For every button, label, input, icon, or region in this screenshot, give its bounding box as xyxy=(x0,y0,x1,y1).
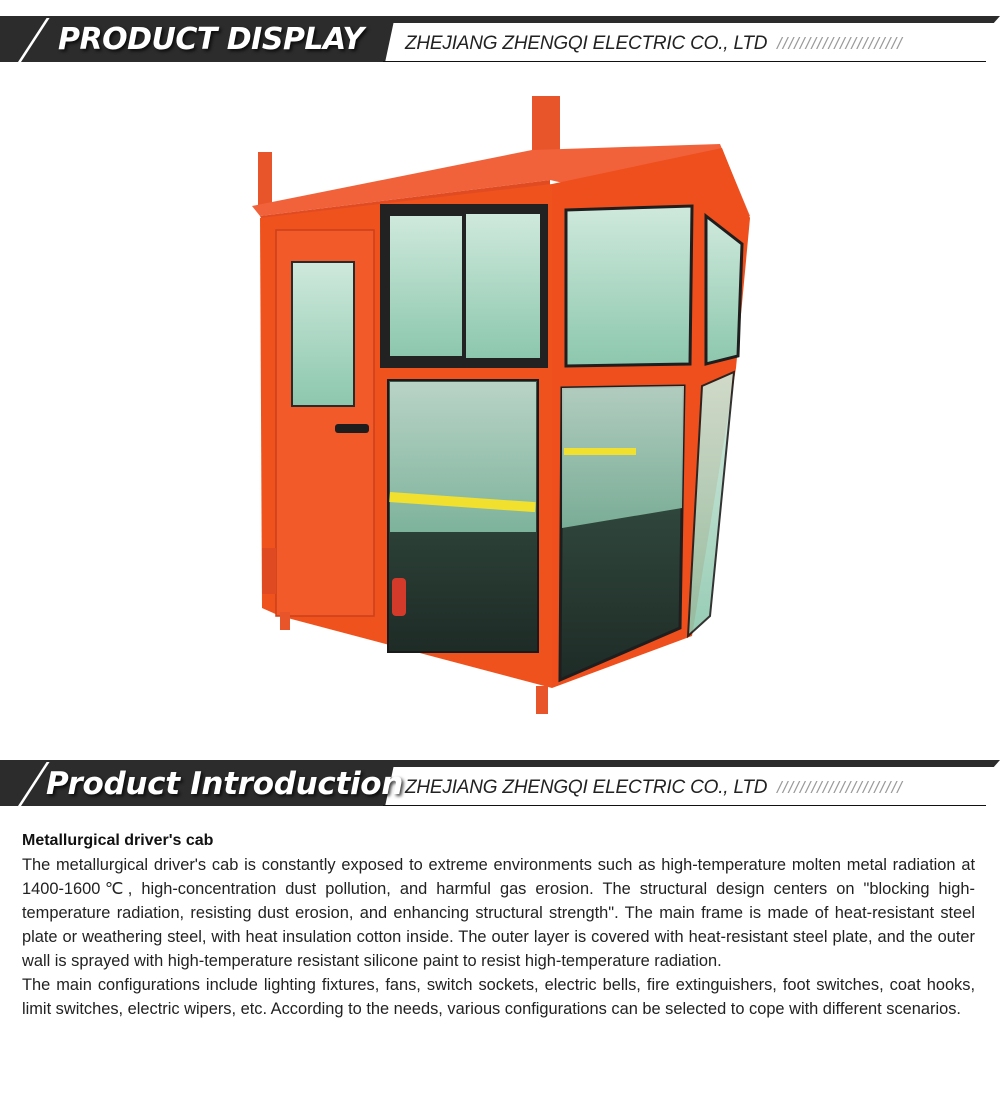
banner-top-stripe xyxy=(380,16,1000,23)
product-introduction-banner xyxy=(0,760,1000,820)
company-name: ZHEJIANG ZHENGQI ELECTRIC CO., LTD xyxy=(405,33,768,54)
description-paragraph-1: The metallurgical driver's cab is constantly exposed to extreme environments such as high-temperature molten metal radiation at 1400-1600℃, high-concentration dust pollution, and harmful gas erosion. The structural design centers on "blocking high-temperature radiation, resisting dust erosion, and enhancing structural strength". The main frame is made of heat-resistant steel plate or weathering steel, with heat insulation cotton inside. The outer layer is covered with heat-resistant steel plate, and the outer wall is sprayed with high-temperature resistant silicone paint to resist high-temperature radiation. xyxy=(22,856,975,970)
banner-underline xyxy=(383,805,986,806)
banner-top-stripe xyxy=(380,760,1000,767)
product-introduction-text xyxy=(22,829,975,1021)
company-name: ZHEJIANG ZHENGQI ELECTRIC CO., LTD xyxy=(405,777,768,798)
product-image xyxy=(240,88,760,728)
hatch-decoration: ////////////////////// xyxy=(777,778,903,797)
product-display-banner xyxy=(0,16,1000,76)
banner-underline xyxy=(383,61,986,62)
section-title: PRODUCT DISPLAY xyxy=(58,22,364,57)
hatch-decoration: ////////////////////// xyxy=(777,34,903,53)
description-paragraph-2: The main configurations include lighting fixtures, fans, switch sockets, electric bells, fire extinguishers, foot switches, coat hooks, limit switches, electric wipers, etc. According to the needs, various configurations can be selected to cope with different scenarios. xyxy=(22,976,975,1018)
section-title: Product Introduction xyxy=(46,766,404,802)
driver-cab-illustration xyxy=(240,88,760,728)
product-heading: Metallurgical driver's cab xyxy=(22,832,214,849)
